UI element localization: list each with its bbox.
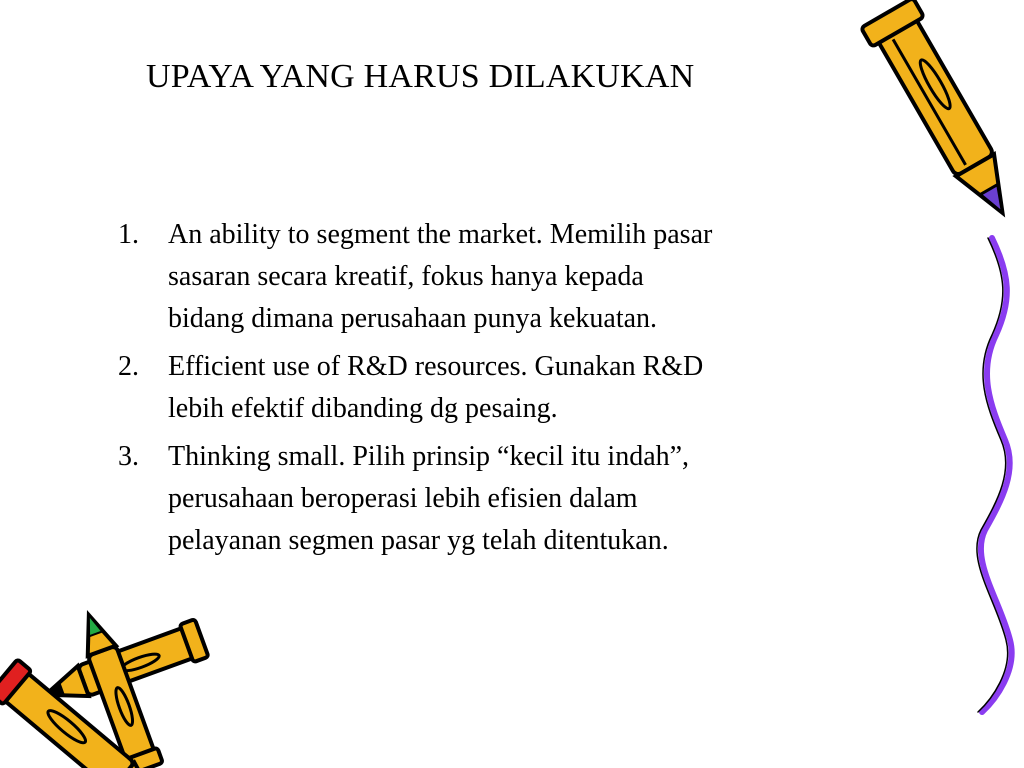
item-line: Thinking small. Pilih prinsip “kecil itu indah”, — [168, 441, 690, 472]
item-number: 2. — [118, 351, 139, 382]
item-number: 3. — [118, 441, 139, 472]
item-line: Efficient use of R&D resources. Gunakan R&D — [168, 351, 704, 382]
item-line: lebih efektif dibanding dg pesaing. — [168, 393, 558, 424]
item-line: perusahaan beroperasi lebih efisien dalam — [168, 483, 638, 514]
slide-title: UPAYA YANG HARUS DILAKUKAN — [146, 58, 695, 95]
item-line: An ability to segment the market. Memilih pasar — [168, 219, 713, 250]
squiggle-line-icon — [981, 238, 1012, 712]
item-line: bidang dimana perusahaan punya kekuatan. — [168, 303, 658, 334]
item-line: sasaran secara kreatif, fokus hanya kepada — [168, 261, 644, 292]
item-line: pelayanan segmen pasar yg telah ditentukan. — [168, 525, 669, 556]
pencil-top-right-icon — [861, 0, 1024, 228]
item-number: 1. — [118, 219, 139, 250]
